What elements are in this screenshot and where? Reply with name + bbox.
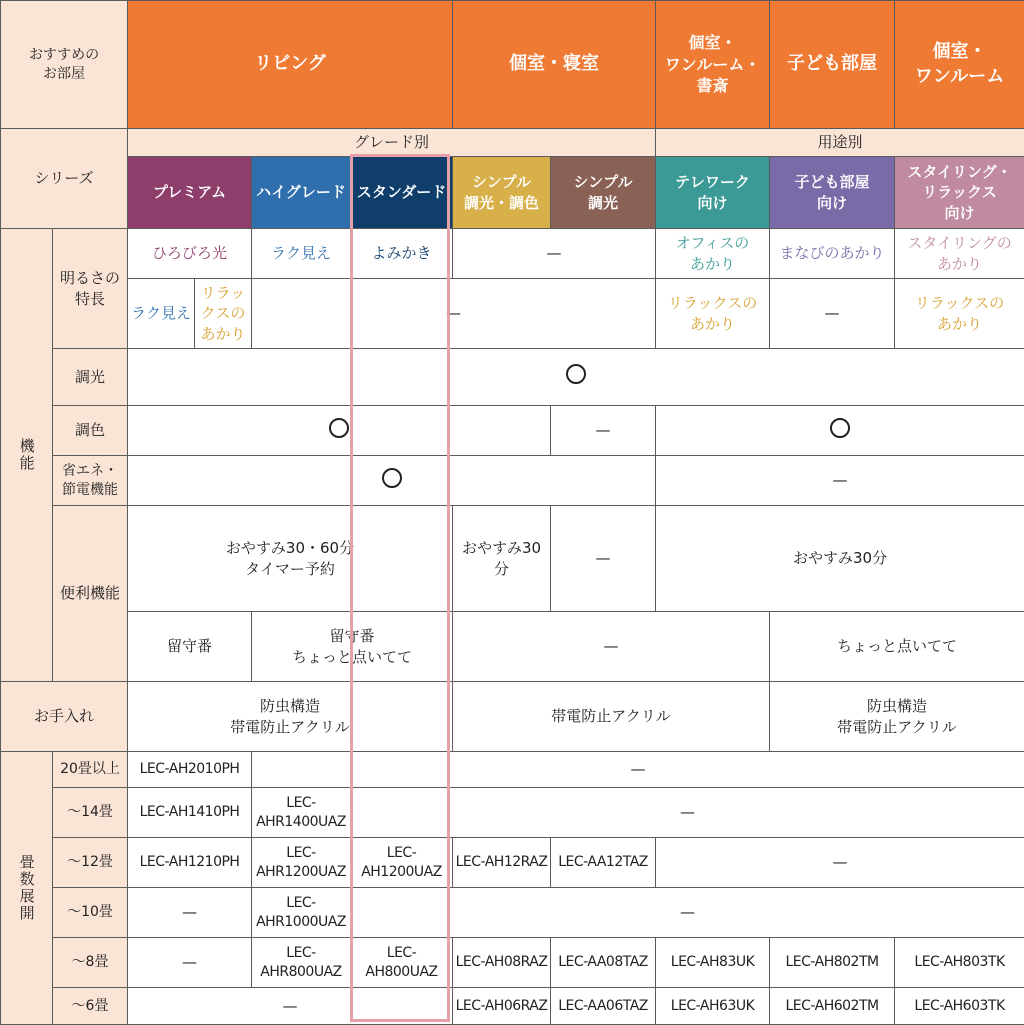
care-label: お手入れ bbox=[1, 682, 128, 752]
model-cell: LEC- AHR1400UAZ bbox=[252, 788, 351, 838]
series-label: シリーズ bbox=[1, 129, 128, 229]
series-telework: テレワーク 向け bbox=[656, 157, 770, 229]
brightness-premium: ひろびろ光 bbox=[128, 229, 252, 279]
model-cell: LEC-AH800UAZ bbox=[351, 938, 453, 988]
group-purpose: 用途別 bbox=[656, 129, 1024, 157]
model-cell: LEC-AH1210PH bbox=[128, 838, 252, 888]
circle-mark-icon bbox=[566, 364, 586, 384]
size-label: 20畳以上 bbox=[53, 752, 128, 788]
brightness-telework: オフィスの あかり bbox=[656, 229, 770, 279]
model-cell: LEC- AHR1000UAZ bbox=[252, 888, 351, 938]
brightness2-styling: リラックスの あかり bbox=[895, 279, 1024, 349]
room-private-oneroom-study: 個室・ ワンルーム・ 書斎 bbox=[656, 1, 770, 129]
model-cell: — bbox=[128, 938, 252, 988]
brightness-kids: まなびのあかり bbox=[770, 229, 895, 279]
series-simple-dim: シンプル 調光 bbox=[551, 157, 656, 229]
care-right: 防虫構造 帯電防止アクリル bbox=[770, 682, 1024, 752]
toning-left bbox=[128, 406, 551, 456]
away-middle: — bbox=[453, 612, 770, 682]
model-cell: LEC-AH63UK bbox=[656, 988, 770, 1025]
series-high-grade: ハイグレード bbox=[252, 157, 351, 229]
brightness-simple: — bbox=[453, 229, 656, 279]
model-cell: LEC-AH602TM bbox=[770, 988, 895, 1025]
brightness2-premium-a: ラク見え bbox=[128, 279, 195, 349]
room-private-oneroom: 個室・ ワンルーム bbox=[895, 1, 1024, 129]
timer-left: おやすみ30・60分 タイマー予約 bbox=[128, 506, 453, 612]
series-premium: プレミアム bbox=[128, 157, 252, 229]
model-cell: LEC-AA12TAZ bbox=[551, 838, 656, 888]
model-cell: LEC-AH802TM bbox=[770, 938, 895, 988]
room-private-bedroom: 個室・寝室 bbox=[453, 1, 656, 129]
series-kids: 子ども部屋 向け bbox=[770, 157, 895, 229]
room-living: リビング bbox=[128, 1, 453, 129]
models-section-label: 畳数展開 bbox=[1, 752, 53, 1025]
model-cell: LEC-AH1410PH bbox=[128, 788, 252, 838]
care-middle: 帯電防止アクリル bbox=[453, 682, 770, 752]
eco-right: — bbox=[656, 456, 1024, 506]
model-cell: — bbox=[656, 838, 1024, 888]
model-cell: LEC-AH06RAZ bbox=[453, 988, 551, 1025]
model-cell: LEC-AH12RAZ bbox=[453, 838, 551, 888]
series-simple-dim-color: シンプル 調光・調色 bbox=[453, 157, 551, 229]
convenience-label: 便利機能 bbox=[53, 506, 128, 682]
timer-simple-dim: — bbox=[551, 506, 656, 612]
circle-mark-icon bbox=[830, 418, 850, 438]
rooms-label: おすすめの お部屋 bbox=[1, 1, 128, 129]
model-cell: — bbox=[252, 752, 1024, 788]
away-right: ちょっと点いてて bbox=[770, 612, 1024, 682]
model-cell: LEC-AH2010PH bbox=[128, 752, 252, 788]
size-label: ～14畳 bbox=[53, 788, 128, 838]
dimming-all bbox=[128, 349, 1024, 406]
series-standard: スタンダード bbox=[351, 157, 453, 229]
model-cell: LEC-AH603TK bbox=[895, 988, 1024, 1025]
model-cell: LEC-AA06TAZ bbox=[551, 988, 656, 1025]
eco-label: 省エネ・ 節電機能 bbox=[53, 456, 128, 506]
model-cell: LEC-AH83UK bbox=[656, 938, 770, 988]
group-grade: グレード別 bbox=[128, 129, 656, 157]
size-label: ～12畳 bbox=[53, 838, 128, 888]
model-cell: — bbox=[128, 988, 453, 1025]
toning-right bbox=[656, 406, 1024, 456]
model-cell: LEC- AH1200UAZ bbox=[351, 838, 453, 888]
brightness2-kids: — bbox=[770, 279, 895, 349]
size-label: ～6畳 bbox=[53, 988, 128, 1025]
model-cell: LEC- AHR800UAZ bbox=[252, 938, 351, 988]
brightness-high-grade: ラク見え bbox=[252, 229, 351, 279]
care-left: 防虫構造 帯電防止アクリル bbox=[128, 682, 453, 752]
model-cell: — bbox=[128, 888, 252, 938]
circle-mark-icon bbox=[329, 418, 349, 438]
model-cell: LEC-AH08RAZ bbox=[453, 938, 551, 988]
dimming-label: 調光 bbox=[53, 349, 128, 406]
model-cell: — bbox=[351, 788, 1024, 838]
eco-left bbox=[128, 456, 656, 506]
brightness2-middle: — bbox=[252, 279, 656, 349]
function-section-label: 機能 bbox=[1, 229, 53, 682]
brightness2-premium-b: リラッ クスの あかり bbox=[195, 279, 252, 349]
timer-simple-dim-color: おやすみ30 分 bbox=[453, 506, 551, 612]
model-cell: LEC- AHR1200UAZ bbox=[252, 838, 351, 888]
toning-label: 調色 bbox=[53, 406, 128, 456]
model-cell: LEC-AA08TAZ bbox=[551, 938, 656, 988]
series-styling-relax: スタイリング・ リラックス 向け bbox=[895, 157, 1024, 229]
size-label: ～8畳 bbox=[53, 938, 128, 988]
brightness-label: 明るさの 特長 bbox=[53, 229, 128, 349]
size-label: ～10畳 bbox=[53, 888, 128, 938]
circle-mark-icon bbox=[382, 468, 402, 488]
brightness-standard: よみかき bbox=[351, 229, 453, 279]
model-cell: — bbox=[351, 888, 1024, 938]
toning-simple-dim: — bbox=[551, 406, 656, 456]
model-cell: LEC-AH803TK bbox=[895, 938, 1024, 988]
away-high-standard: 留守番 ちょっと点いてて bbox=[252, 612, 453, 682]
brightness-styling: スタイリングの あかり bbox=[895, 229, 1024, 279]
timer-right: おやすみ30分 bbox=[656, 506, 1024, 612]
brightness2-telework: リラックスの あかり bbox=[656, 279, 770, 349]
away-premium: 留守番 bbox=[128, 612, 252, 682]
room-kids: 子ども部屋 bbox=[770, 1, 895, 129]
